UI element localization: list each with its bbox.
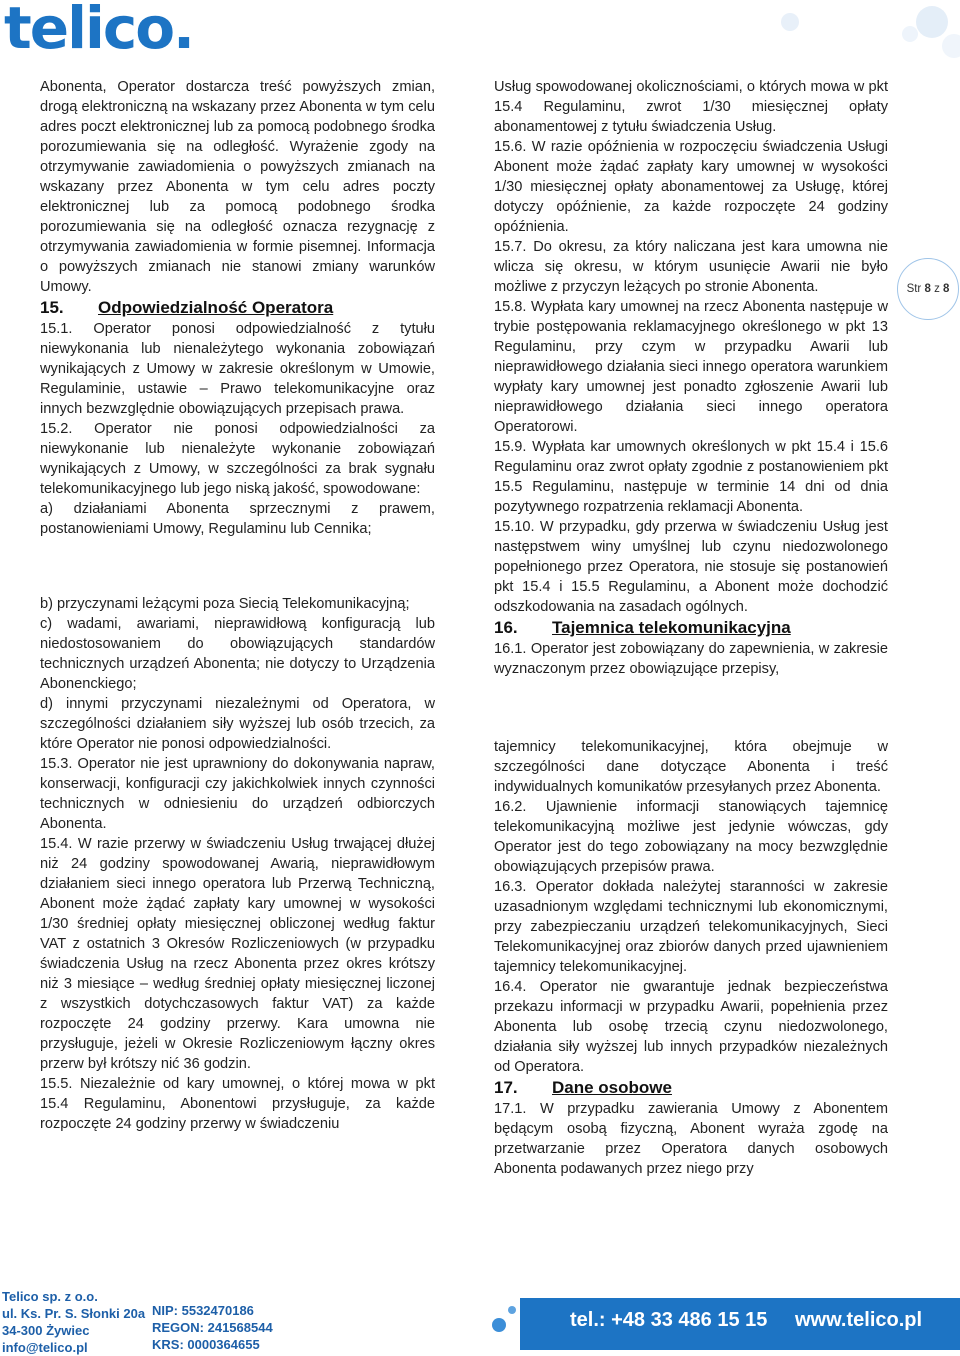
decorative-bubbles-icon: [760, 0, 960, 60]
paragraph: d) innymi przyczynami niezależnymi od Operatora, w szczególności działaniem siły wyższej lub osób trzecich, za które Operator nie ponosi odpowiedzialności.: [40, 696, 435, 752]
email-link[interactable]: info@telico.pl: [2, 1340, 88, 1355]
paragraph: 16.2. Ujawnienie informacji stanowiących tajemnicę telekomunikacyjną możliwe jest jedynie wówczas, gdy Operator jest do tego zobowiązany na mocy bezwzględnie obowiązujących przepisów prawa.: [494, 799, 888, 875]
paragraph: 15.4. W razie przerwy w świadczeniu Usług trwającej dłużej niż 24 godziny spowodowanej Awarią, nieprawidłowym działaniem sieci innego operatora lub Przerwą Techniczną, Abonent może żądać zapłaty kary umownej w wysokości 1/30 średniej opłaty miesięcznej obliczonej według faktur VAT z ostatnich 3 Okresów Rozliczeniowych (w przypadku świadczenia Usług na rzecz Abonenta przez okres krótszy niż 3 miesiące – według średniej opłaty miesięcznej liczonej z wszystkich dotychczasowych faktur VAT) za każde rozpoczęte 24 godziny przerwy. Kara umowna nie przysługuje, jeżeli w Okresie Rozliczeniowym łączny okres przerw był krótszy nić 36 godzin.: [40, 836, 435, 1072]
paragraph: 15.1. Operator ponosi odpowiedzialność z tytułu niewykonania lub nienależytego wykonania zobowiązań wynikających z Umowy w zakresie określonym w Umowie, Regulaminie, ustawie – Prawo telekomunikacyjne oraz innych bezwzględnie obowiązujących przepisach prawa.: [40, 321, 435, 417]
section-heading: 17. Dane osobowe: [494, 1078, 672, 1097]
paragraph: 15.7. Do okresu, za który naliczana jest kara umowna nie wlicza się okresu, w którym usunięcie Awarii nie było możliwe z przyczyn leżących po stronie Abonenta.: [494, 239, 888, 295]
street: ul. Ks. Pr. S. Słonki 20a: [2, 1306, 146, 1321]
paragraph: Usług spowodowanej okolicznościami, o których mowa w pkt 15.4 Regulaminu, zwrot 1/30 miesięcznej opłaty abonamentowej z tytułu świadczenia Usług.: [494, 79, 888, 135]
paragraph: tajemnicy telekomunikacyjnej, która obejmuje w szczególności dane dotyczące Abonenta i treść indywidualnych komunikatów przesyłanych przez Abonenta.: [494, 739, 888, 795]
footer-registry: [152, 1302, 273, 1353]
paragraph: 15.6. W razie opóźnienia w rozpoczęciu świadczenia Usługi Abonent może żądać zapłaty kary umownej w wysokości 1/30 miesięcznej opłaty abonamentowej za Usługę, której dotyczy opóźnienie, za każde rozpoczęte 24 godziny opóźnienia.: [494, 139, 888, 235]
paragraph: c) wadami, awariami, nieprawidłową konfiguracją lub niedostosowaniem do obowiązujących standardów technicznych urządzeń Abonenta; nie dotyczy to Urządzenia Abonenckiego;: [40, 616, 435, 692]
paragraph: Abonenta, Operator dostarcza treść powyższych zmian, drogą elektroniczną na wskazany przez Abonenta w tym celu adres poczt elektronicznej lub za pomocą podobnego środka porozumiewania się na odległość. Wyrażenie zgody na otrzymywanie zawiadomienia o powyższych zmianach na wskazany przez Abonenta w tym celu adres poczty elektronicznej lub za pomocą podobnego środka porozumiewania się na odległość oznacza rezygnację z otrzymywania zawiadomienia w formie pisemnej. Informacja o powyższych zmianach nie stanowi zmiany warunków Umowy.: [40, 79, 435, 295]
decorative-dot-icon: [492, 1318, 506, 1332]
phone-number[interactable]: tel.: +48 33 486 15 15: [570, 1309, 768, 1331]
paragraph: 15.2. Operator nie ponosi odpowiedzialności za niewykonanie lub nienależyte wykonanie zobowiązań wynikających z Umowy, w szczególności za brak sygnału telekomunikacyjnego lub jego niską jakość, spowodowane:: [40, 421, 435, 497]
paragraph: 15.3. Operator nie jest uprawniony do dokonywania napraw, konserwacji, konfiguracji czy jakichkolwiek innych czynności technicznych w odniesieniu do urządzeń odbiorczych Abonenta.: [40, 756, 435, 832]
paragraph: b) przyczynami leżącymi poza Siecią Telekomunikacyjną;: [40, 596, 410, 612]
page-number-badge: Str 8 z 8: [897, 258, 959, 320]
city: 34-300 Żywiec: [2, 1323, 90, 1338]
paragraph: 15.8. Wypłata kary umownej na rzecz Abonenta następuje w trybie postępowania reklamacyjnego określonego w pkt 13 Regulaminu, przy czym w przypadku Awarii lub nieprawidłowego działania sieci innego operatora warunkiem wypłaty kary umownej jest ponadto zgłoszenie Awarii lub nieprawidłowego działania sieci innego operatora Operatorowi.: [494, 299, 888, 435]
paragraph: 17.1. W przypadku zawierania Umowy z Abonentem będącym osobą fizyczną, Abonent wyraża zgodę na przetwarzanie przez Operatora danych osobowych Abonenta podawanych przez niego przy: [494, 1101, 888, 1177]
paragraph: 16.1. Operator jest zobowiązany do zapewnienia, w zakresie wyznaczonym przez obowiązujące przepisy,: [494, 641, 888, 677]
left-column: [40, 77, 435, 1134]
paragraph: 16.4. Operator nie gwarantuje jednak bezpieczeństwa przekazu informacji w przypadku Awarii, popełnienia przez Abonenta lub osobę trzecią czynu niedozwolonego, działania siły wyższej lub innych przypadków niezależnych od Operatora.: [494, 979, 888, 1075]
paragraph: 16.3. Operator dokłada należytej staranności w zakresie uzasadnionym względami technicznymi lub ekonomicznymi, przy zabezpieczaniu urządzeń telekomunikacyjnych, Sieci Telekomunikacyjnej oraz zbiorów danych przed ujawnieniem tajemnicy telekomunikacyjnej.: [494, 879, 888, 975]
company-name: Telico sp. z o.o.: [2, 1289, 98, 1304]
decorative-dot-icon: [508, 1306, 516, 1314]
nip: NIP: 5532470186: [152, 1303, 254, 1318]
footer-address: [2, 1288, 145, 1356]
paragraph: 15.9. Wypłata kar umownych określonych w pkt 15.4 i 15.6 Regulaminu oraz zwrot opłaty zgodnie z postanowieniem pkt 15.5 Regulaminu, następuje w terminie 14 dni od dnia pozytywnego rozpatrzenia reklamacji Abonenta.: [494, 439, 888, 515]
regon: REGON: 241568544: [152, 1320, 273, 1335]
krs: KRS: 0000364655: [152, 1337, 260, 1352]
right-column: [494, 77, 888, 1179]
footer-contact-bar: [520, 1298, 960, 1350]
paragraph: 15.5. Niezależnie od kary umownej, o której mowa w pkt 15.4 Regulaminu, Abonentowi przysługuje, za każde rozpoczęte 24 godziny przerwy w świadczeniu: [40, 1076, 435, 1132]
logo-text: telico.: [4, 0, 194, 62]
section-heading: 16. Tajemnica telekomunikacyjna: [494, 618, 791, 637]
website-link[interactable]: www.telico.pl: [795, 1309, 923, 1331]
paragraph: 15.10. W przypadku, gdy przerwa w świadczeniu Usług jest następstwem winy umyślnej lub czynu niedozwolonego popełnionego przez Operatora, nie stosuje się postanowień pkt 15.4 i 15.5 Regulaminu, a Abonent może dochodzić odszkodowania na zasadach ogólnych.: [494, 519, 888, 615]
section-heading: 15. Odpowiedzialność Operatora: [40, 298, 334, 317]
footer: [0, 1288, 960, 1356]
paragraph: a) działaniami Abonenta sprzecznymi z prawem, postanowieniami Umowy, Regulaminu lub Cennika;: [40, 501, 435, 537]
